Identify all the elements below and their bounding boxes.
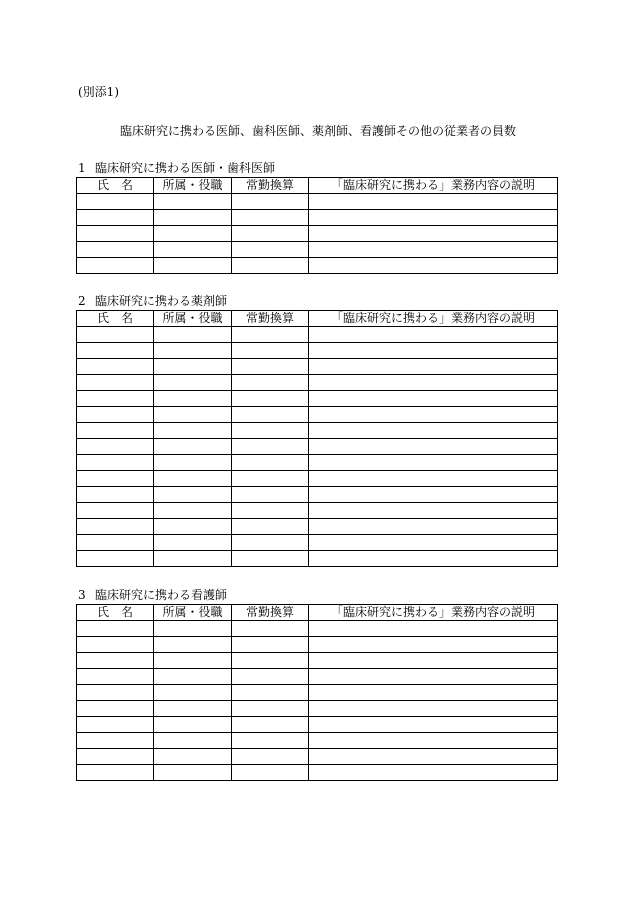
cell-fte <box>232 439 309 455</box>
cell-name <box>77 749 154 765</box>
cell-fte <box>232 535 309 551</box>
table-row <box>77 194 558 210</box>
cell-name <box>77 685 154 701</box>
cell-duties <box>309 375 558 391</box>
cell-duties <box>309 407 558 423</box>
table-row <box>77 733 558 749</box>
table-row <box>77 455 558 471</box>
cell-name <box>77 653 154 669</box>
cell-duties <box>309 733 558 749</box>
cell-duties <box>309 519 558 535</box>
table-row <box>77 535 558 551</box>
cell-affiliation <box>154 487 232 503</box>
cell-fte <box>232 749 309 765</box>
header-name: 氏 名 <box>77 311 154 327</box>
table-row <box>77 701 558 717</box>
cell-name <box>77 343 154 359</box>
cell-affiliation <box>154 359 232 375</box>
cell-duties <box>309 701 558 717</box>
cell-name <box>77 327 154 343</box>
cell-fte <box>232 551 309 567</box>
cell-name <box>77 439 154 455</box>
table-row <box>77 343 558 359</box>
cell-affiliation <box>154 653 232 669</box>
cell-duties <box>309 455 558 471</box>
table-row <box>77 685 558 701</box>
cell-name <box>77 765 154 781</box>
cell-duties <box>309 258 558 274</box>
table-row <box>77 471 558 487</box>
table-row <box>77 637 558 653</box>
table-row <box>77 487 558 503</box>
cell-affiliation <box>154 258 232 274</box>
cell-name <box>77 423 154 439</box>
cell-fte <box>232 258 309 274</box>
pharmacists-table <box>76 310 558 567</box>
cell-duties <box>309 621 558 637</box>
header-affiliation: 所属・役職 <box>154 178 232 194</box>
cell-duties <box>309 242 558 258</box>
cell-affiliation <box>154 733 232 749</box>
header-fte: 常勤換算 <box>232 178 309 194</box>
cell-duties <box>309 637 558 653</box>
cell-fte <box>232 210 309 226</box>
cell-name <box>77 551 154 567</box>
cell-duties <box>309 685 558 701</box>
cell-fte <box>232 242 309 258</box>
cell-affiliation <box>154 226 232 242</box>
document-title: 臨床研究に携わる医師、歯科医師、薬剤師、看護師その他の従業者の員数 <box>120 124 517 138</box>
table-row <box>77 653 558 669</box>
table-row <box>77 210 558 226</box>
section-number: 2 <box>78 294 86 308</box>
cell-duties <box>309 551 558 567</box>
cell-affiliation <box>154 423 232 439</box>
header-affiliation: 所属・役職 <box>154 311 232 327</box>
cell-duties <box>309 503 558 519</box>
cell-affiliation <box>154 375 232 391</box>
cell-duties <box>309 423 558 439</box>
table-row <box>77 439 558 455</box>
section-heading-pharmacists <box>78 293 227 309</box>
header-name: 氏 名 <box>77 178 154 194</box>
table-row <box>77 765 558 781</box>
cell-fte <box>232 765 309 781</box>
cell-affiliation <box>154 519 232 535</box>
cell-fte <box>232 375 309 391</box>
cell-name <box>77 621 154 637</box>
header-duties: 「臨床研究に携わる」業務内容の説明 <box>309 178 558 194</box>
cell-name <box>77 503 154 519</box>
table-header-row <box>77 605 558 621</box>
annex-label: (別添1) <box>78 85 119 99</box>
section-number: 1 <box>78 161 86 175</box>
cell-fte <box>232 717 309 733</box>
table-row <box>77 669 558 685</box>
cell-affiliation <box>154 210 232 226</box>
table-row <box>77 519 558 535</box>
cell-fte <box>232 519 309 535</box>
cell-duties <box>309 749 558 765</box>
cell-name <box>77 359 154 375</box>
cell-name <box>77 455 154 471</box>
table-row <box>77 327 558 343</box>
header-fte: 常勤換算 <box>232 311 309 327</box>
cell-duties <box>309 535 558 551</box>
section-title: 臨床研究に携わる看護師 <box>95 588 228 602</box>
cell-duties <box>309 669 558 685</box>
cell-affiliation <box>154 503 232 519</box>
cell-fte <box>232 669 309 685</box>
cell-fte <box>232 503 309 519</box>
cell-affiliation <box>154 455 232 471</box>
cell-duties <box>309 653 558 669</box>
cell-fte <box>232 685 309 701</box>
cell-name <box>77 226 154 242</box>
cell-affiliation <box>154 765 232 781</box>
table-header-row <box>77 178 558 194</box>
table-header-row <box>77 311 558 327</box>
cell-duties <box>309 765 558 781</box>
doctors-table <box>76 177 558 274</box>
table-row <box>77 503 558 519</box>
cell-fte <box>232 194 309 210</box>
nurses-table <box>76 604 558 781</box>
cell-fte <box>232 407 309 423</box>
cell-name <box>77 535 154 551</box>
cell-name <box>77 194 154 210</box>
table-row <box>77 717 558 733</box>
cell-fte <box>232 359 309 375</box>
cell-name <box>77 701 154 717</box>
table-row <box>77 423 558 439</box>
cell-affiliation <box>154 391 232 407</box>
table-row <box>77 407 558 423</box>
cell-fte <box>232 637 309 653</box>
cell-affiliation <box>154 407 232 423</box>
table-row <box>77 242 558 258</box>
table-row <box>77 621 558 637</box>
cell-name <box>77 407 154 423</box>
cell-duties <box>309 210 558 226</box>
cell-fte <box>232 327 309 343</box>
cell-name <box>77 375 154 391</box>
cell-affiliation <box>154 242 232 258</box>
cell-affiliation <box>154 327 232 343</box>
cell-name <box>77 717 154 733</box>
cell-name <box>77 210 154 226</box>
cell-duties <box>309 194 558 210</box>
cell-duties <box>309 717 558 733</box>
cell-name <box>77 733 154 749</box>
cell-fte <box>232 343 309 359</box>
cell-fte <box>232 226 309 242</box>
cell-affiliation <box>154 194 232 210</box>
section-number: 3 <box>78 588 86 602</box>
table-row <box>77 551 558 567</box>
cell-fte <box>232 733 309 749</box>
header-fte: 常勤換算 <box>232 605 309 621</box>
cell-affiliation <box>154 637 232 653</box>
cell-name <box>77 519 154 535</box>
cell-fte <box>232 701 309 717</box>
cell-affiliation <box>154 471 232 487</box>
cell-fte <box>232 621 309 637</box>
cell-affiliation <box>154 685 232 701</box>
table-row <box>77 258 558 274</box>
cell-affiliation <box>154 439 232 455</box>
cell-duties <box>309 343 558 359</box>
cell-affiliation <box>154 749 232 765</box>
cell-fte <box>232 423 309 439</box>
header-name: 氏 名 <box>77 605 154 621</box>
cell-name <box>77 669 154 685</box>
cell-name <box>77 487 154 503</box>
cell-name <box>77 471 154 487</box>
cell-fte <box>232 391 309 407</box>
table-row <box>77 359 558 375</box>
header-duties: 「臨床研究に携わる」業務内容の説明 <box>309 311 558 327</box>
cell-name <box>77 258 154 274</box>
section-heading-doctors <box>78 160 275 176</box>
cell-duties <box>309 471 558 487</box>
cell-affiliation <box>154 669 232 685</box>
section-title: 臨床研究に携わる薬剤師 <box>95 294 228 308</box>
cell-fte <box>232 653 309 669</box>
header-affiliation: 所属・役職 <box>154 605 232 621</box>
cell-duties <box>309 487 558 503</box>
section-heading-nurses <box>78 587 227 603</box>
section-title: 臨床研究に携わる医師・歯科医師 <box>95 161 276 175</box>
cell-affiliation <box>154 535 232 551</box>
cell-affiliation <box>154 701 232 717</box>
cell-name <box>77 637 154 653</box>
cell-affiliation <box>154 551 232 567</box>
cell-name <box>77 391 154 407</box>
table-row <box>77 375 558 391</box>
table-row <box>77 749 558 765</box>
cell-duties <box>309 439 558 455</box>
cell-affiliation <box>154 343 232 359</box>
cell-affiliation <box>154 621 232 637</box>
cell-name <box>77 242 154 258</box>
cell-affiliation <box>154 717 232 733</box>
cell-duties <box>309 226 558 242</box>
cell-duties <box>309 359 558 375</box>
cell-fte <box>232 471 309 487</box>
cell-fte <box>232 487 309 503</box>
table-row <box>77 391 558 407</box>
cell-fte <box>232 455 309 471</box>
cell-duties <box>309 391 558 407</box>
table-row <box>77 226 558 242</box>
header-duties: 「臨床研究に携わる」業務内容の説明 <box>309 605 558 621</box>
cell-duties <box>309 327 558 343</box>
